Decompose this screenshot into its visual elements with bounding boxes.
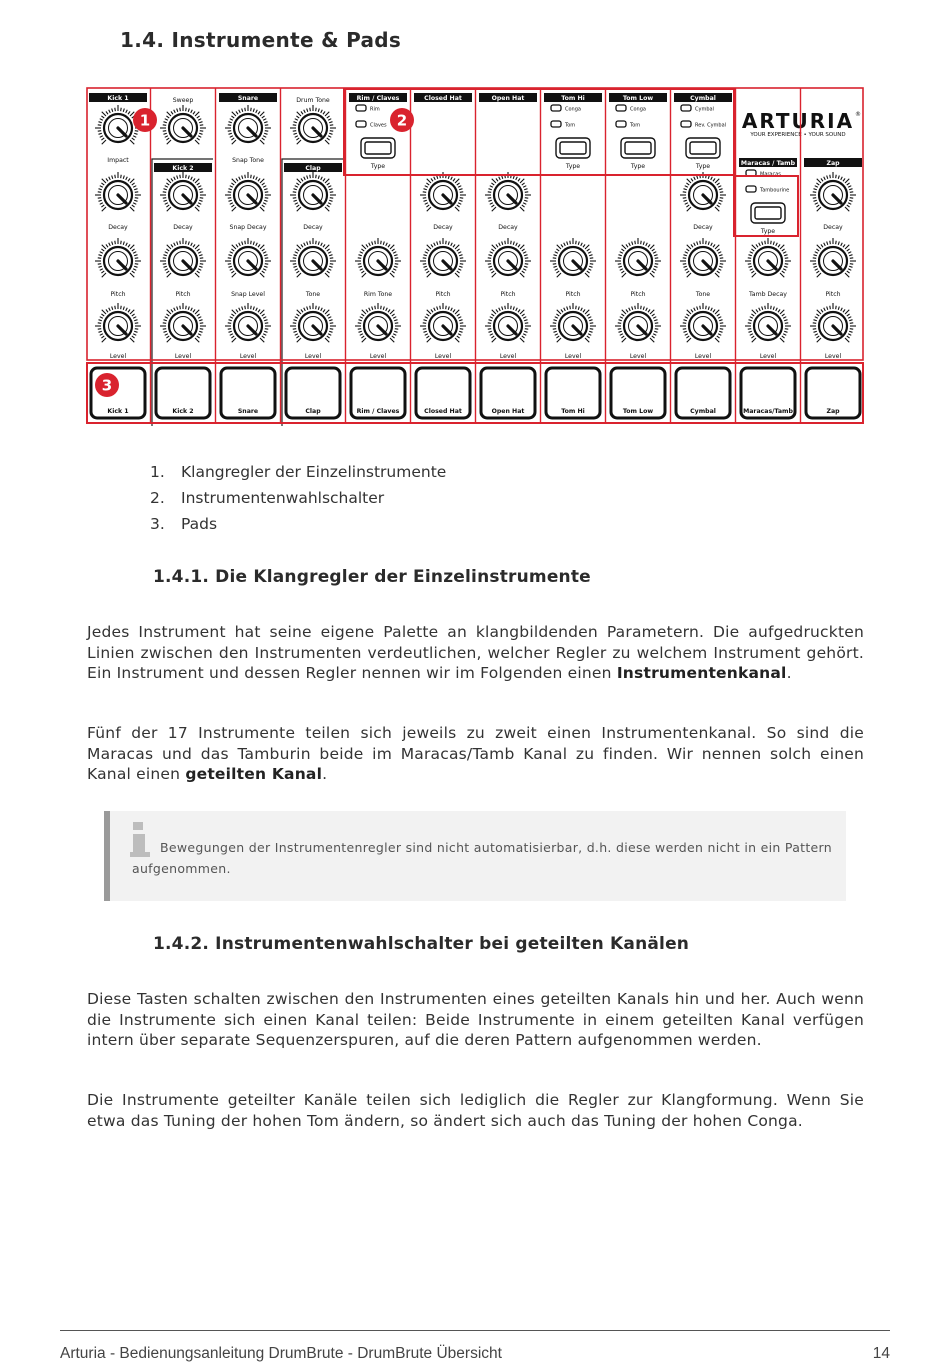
- led-label: Tom: [565, 122, 576, 129]
- rotary-knob: [745, 238, 791, 277]
- pad-label: Open Hat: [491, 408, 525, 415]
- rotary-knob: [680, 303, 726, 342]
- rotary-knob: [290, 172, 336, 211]
- knob-label: Pitch: [435, 291, 451, 298]
- pad-label: Kick 2: [172, 408, 194, 415]
- rotary-knob: [810, 238, 856, 277]
- channel-header-label: Kick 1: [107, 95, 129, 103]
- knob-label: Snap Decay: [229, 224, 267, 231]
- paragraph-end: .: [322, 765, 328, 784]
- led-label: Claves: [370, 122, 387, 129]
- footer-divider: [60, 1330, 890, 1331]
- legend-item: [150, 513, 446, 539]
- legend-item: [150, 461, 446, 487]
- rotary-knob: [680, 172, 726, 211]
- rotary-knob: [95, 238, 141, 277]
- knob-label: Pitch: [630, 291, 646, 298]
- type-label: Type: [695, 163, 711, 170]
- legend-text: Instrumentenwahlschalter: [181, 489, 385, 507]
- channel-header-label: Snare: [237, 95, 259, 103]
- legend-number: 2.: [150, 489, 165, 507]
- pad-label: Kick 1: [107, 408, 129, 415]
- knob-label: Decay: [498, 224, 518, 231]
- led-label: Tom: [630, 122, 641, 129]
- led-indicator: [551, 121, 561, 127]
- paragraph-instrument-channel: [87, 622, 864, 684]
- knob-label: Pitch: [110, 291, 126, 298]
- led-label: Cymbal: [695, 106, 714, 113]
- rotary-knob: [290, 238, 336, 277]
- knob-label: Decay: [108, 224, 128, 231]
- knob-label: Snap Tone: [232, 157, 264, 164]
- pad-label: Clap: [305, 408, 321, 415]
- knob-label: Decay: [823, 224, 843, 231]
- rotary-knob: [550, 303, 596, 342]
- led-indicator: [356, 121, 366, 127]
- led-indicator: [681, 105, 691, 111]
- knob-label: Tone: [305, 291, 321, 298]
- knob-label: Drum Tone: [296, 97, 330, 104]
- knob-label: Level: [109, 353, 127, 360]
- rotary-knob: [420, 303, 466, 342]
- rotary-knob: [95, 303, 141, 342]
- rotary-knob: [485, 238, 531, 277]
- rotary-knob: [485, 172, 531, 211]
- type-button-inner: [365, 142, 391, 154]
- legend-number: 1.: [150, 463, 165, 481]
- led-label: Conga: [565, 106, 581, 113]
- led-indicator: [616, 105, 626, 111]
- rotary-knob: [290, 303, 336, 342]
- knob-label: Level: [174, 353, 192, 360]
- rotary-knob: [160, 238, 206, 277]
- rotary-knob: [615, 238, 661, 277]
- arturia-tagline: YOUR EXPERIENCE • YOUR SOUND: [750, 132, 846, 138]
- knob-label: Decay: [303, 224, 323, 231]
- term-geteilter-kanal: geteilten Kanal: [185, 765, 323, 784]
- type-label: Type: [630, 163, 646, 170]
- rotary-knob: [355, 303, 401, 342]
- knob-label: Level: [304, 353, 322, 360]
- type-button-inner: [560, 142, 586, 154]
- channel-header-label: Open Hat: [491, 95, 525, 103]
- callout-number: 2: [396, 111, 408, 130]
- type-button-inner: [690, 142, 716, 154]
- pad-label: Zap: [826, 408, 840, 415]
- rotary-knob: [420, 238, 466, 277]
- channel-header-label: Cymbal: [690, 95, 716, 103]
- knob-label: Level: [694, 353, 712, 360]
- pad-label: Snare: [237, 408, 259, 415]
- legend-item: [150, 487, 446, 513]
- knob-label: Level: [824, 353, 842, 360]
- knob-label: Decay: [693, 224, 713, 231]
- knob-label: Pitch: [565, 291, 581, 298]
- page-number: 14: [872, 1345, 890, 1362]
- knob-label: Sweep: [172, 97, 194, 104]
- led-indicator: [681, 121, 691, 127]
- info-note: [104, 811, 846, 901]
- pad-label: Tom Hi: [561, 408, 585, 415]
- led-indicator: [746, 186, 756, 192]
- rotary-knob: [355, 238, 401, 277]
- channel-header-label: Rim / Claves: [356, 95, 400, 103]
- rotary-knob: [810, 172, 856, 211]
- rotary-knob: [745, 303, 791, 342]
- knob-label: Tone: [695, 291, 711, 298]
- rotary-knob: [160, 105, 206, 144]
- arturia-logo: ARTURIA: [741, 109, 855, 133]
- pad-label: Tom Low: [622, 408, 654, 415]
- paragraph-shared-controls: Die Instrumente geteilter Kanäle teilen sich lediglich die Regler zur Klangformung. Wenn Sie etwa das Tuning der hohen Tom ändern, so ändert sich auch das Tuning der hohen Conga.: [87, 1091, 864, 1130]
- channel-header-label: Clap: [305, 165, 321, 173]
- type-label: Type: [370, 163, 386, 170]
- type-button-inner: [755, 207, 781, 219]
- knob-label: Pitch: [175, 291, 191, 298]
- knob-label: Level: [499, 353, 517, 360]
- led-indicator: [616, 121, 626, 127]
- knob-label: Level: [564, 353, 582, 360]
- type-label: Type: [565, 163, 581, 170]
- knob-label: Impact: [107, 157, 129, 164]
- rotary-knob: [290, 105, 336, 144]
- channel-header-label: Kick 2: [172, 165, 194, 173]
- paragraph-end: .: [786, 664, 792, 683]
- callout-number: 3: [101, 376, 113, 395]
- paragraph-text: Fünf der 17 Instrumente teilen sich jeweils zu zweit einen Instrumentenkanal. So sind die Maracas und das Tamburin beide im Maracas/Tamb Kanal zu finden. Wir nennen solch einen Kanal einen: [87, 724, 864, 784]
- rotary-knob: [225, 105, 271, 144]
- led-label: Rim: [370, 106, 380, 113]
- type-label: Type: [760, 228, 776, 235]
- knob-label: Pitch: [500, 291, 516, 298]
- rotary-knob: [225, 172, 271, 211]
- rotary-knob: [615, 303, 661, 342]
- registered-mark: ®: [855, 111, 861, 118]
- rotary-knob: [160, 303, 206, 342]
- paragraph-text: Jedes Instrument hat seine eigene Palette an klangbildenden Parametern. Die aufgedruckten Linien zwischen den Instrumenten verdeutlichen, welcher Regler zu welchem Instrument gehört. Ein Instrument und dessen Regler nennen wir im Folgenden einen: [87, 623, 864, 683]
- footer-title: Arturia - Bedienungsanleitung DrumBrute - DrumBrute Übersicht: [60, 1345, 502, 1362]
- rotary-knob: [95, 172, 141, 211]
- channel-header-label: Zap: [826, 160, 840, 168]
- rotary-knob: [420, 172, 466, 211]
- knob-label: Snap Level: [231, 291, 265, 298]
- led-label: Maracas: [760, 171, 781, 178]
- knob-label: Pitch: [825, 291, 841, 298]
- rotary-knob: [680, 238, 726, 277]
- figure-legend: [150, 461, 446, 539]
- led-indicator: [551, 105, 561, 111]
- paragraph-shared-channel: [87, 723, 864, 785]
- type-button-inner: [625, 142, 651, 154]
- rotary-knob: [225, 303, 271, 342]
- paragraph-switches: Diese Tasten schalten zwischen den Instrumenten eines geteilten Kanals hin und her. Auch wenn die Instrumente sich einen Kanal teilen: Beide Instrumente in einem geteilten Kanal verfügen intern über separate Sequenzerspuren, auf die deren Pattern aufgenommen werden.: [87, 990, 864, 1050]
- pad-label: Closed Hat: [424, 408, 462, 415]
- subsection-title-switches: 1.4.2. Instrumentenwahlschalter bei geteilten Kanälen: [153, 934, 690, 954]
- legend-text: Klangregler der Einzelinstrumente: [181, 463, 447, 481]
- knob-label: Decay: [173, 224, 193, 231]
- knob-label: Rim Tone: [363, 291, 393, 298]
- knob-label: Tamb Decay: [749, 291, 787, 298]
- rotary-knob: [160, 172, 206, 211]
- channel-header-label: Closed Hat: [424, 95, 462, 103]
- pad-label: Rim / Claves: [356, 408, 400, 415]
- rotary-knob: [485, 303, 531, 342]
- knob-label: Level: [239, 353, 257, 360]
- led-label: Rev. Cymbal: [695, 122, 727, 129]
- led-label: Conga: [630, 106, 646, 113]
- knob-label: Decay: [433, 224, 453, 231]
- channel-header-label: Maracas / Tamb: [740, 160, 796, 168]
- rotary-knob: [550, 238, 596, 277]
- pad-label: Maracas/Tamb: [743, 408, 793, 415]
- term-instrumentenkanal: Instrumentenkanal: [616, 664, 787, 683]
- callout-number: 1: [139, 111, 151, 130]
- legend-number: 3.: [150, 515, 165, 533]
- channel-header-label: Tom Low: [622, 95, 654, 103]
- section-title: 1.4. Instrumente & Pads: [120, 28, 402, 52]
- knob-label: Level: [434, 353, 452, 360]
- knob-label: Level: [369, 353, 387, 360]
- subsection-title-controls: 1.4.1. Die Klangregler der Einzelinstrumente: [153, 567, 591, 587]
- knob-label: Level: [629, 353, 647, 360]
- led-label: Tambourine: [760, 187, 790, 194]
- pad-label: Cymbal: [690, 408, 716, 415]
- drumbrute-panel-figure: [86, 86, 864, 426]
- led-indicator: [356, 105, 366, 111]
- channel-header-label: Tom Hi: [561, 95, 585, 103]
- knob-label: Level: [759, 353, 777, 360]
- rotary-knob: [810, 303, 856, 342]
- note-text: Bewegungen der Instrumentenregler sind nicht automatisierbar, d.h. diese werden nicht in ein Pattern aufgenommen.: [132, 840, 832, 876]
- rotary-knob: [225, 238, 271, 277]
- legend-text: Pads: [181, 515, 218, 533]
